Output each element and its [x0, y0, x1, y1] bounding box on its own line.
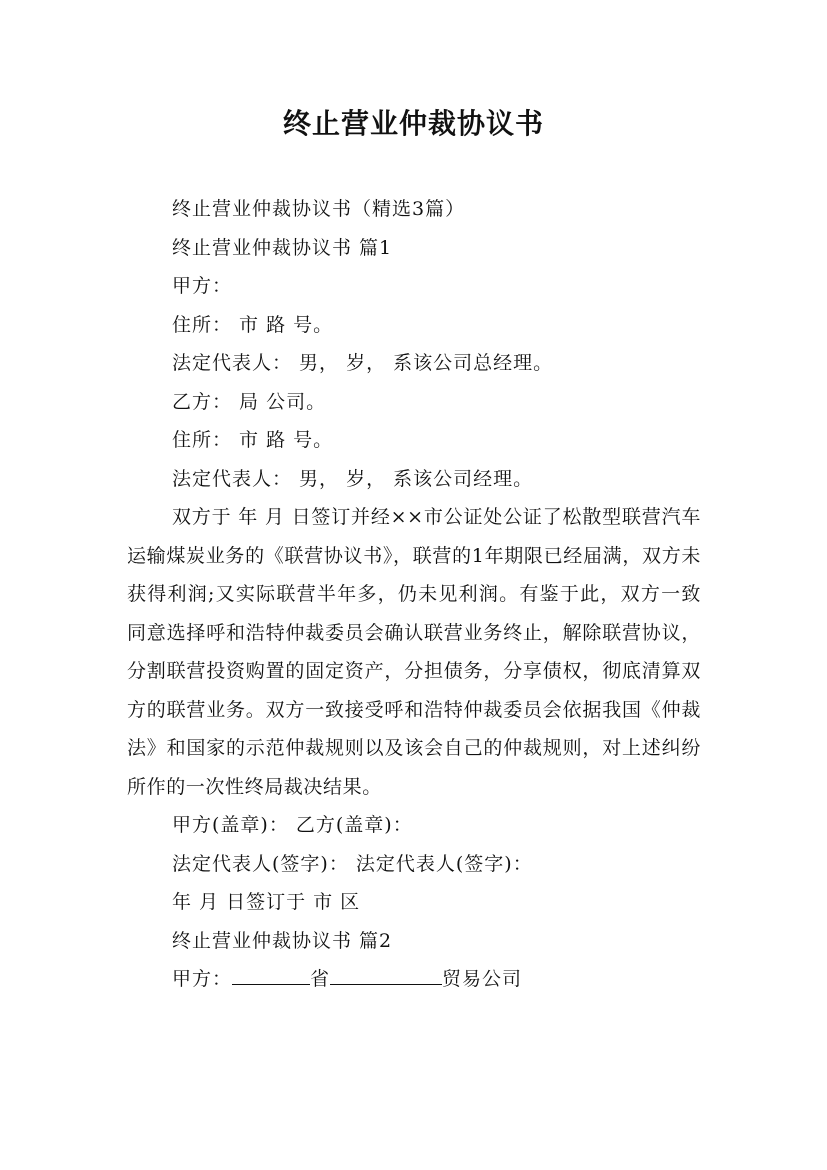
party-a-representative: 法定代表人： 男， 岁， 系该公司总经理。 — [172, 352, 554, 374]
section-heading-1: 终止营业仲裁协议书 篇1 — [172, 236, 393, 259]
party-a-label: 甲方： — [172, 275, 233, 297]
party-b-representative: 法定代表人： 男， 岁， 系该公司经理。 — [172, 467, 534, 490]
party-b-label: 乙方： 局 公司。 — [172, 390, 327, 413]
subtitle-line: 终止营业仲裁协议书（精选3篇） — [172, 198, 466, 220]
party-a-prefix: 甲方： — [172, 968, 233, 990]
seal-line: 甲方(盖章)： 乙方(盖章)： — [172, 814, 413, 836]
party-b-address: 住所： 市 路 号。 — [172, 429, 334, 451]
date-place-line: 年 月 日签订于 市 区 — [172, 891, 361, 913]
party-a-address: 住所： 市 路 号。 — [172, 313, 334, 336]
signature-line: 法定代表人(签字)： 法定代表人(签字)： — [172, 852, 533, 875]
company-blank — [330, 962, 442, 985]
company-suffix: 贸易公司 — [442, 968, 523, 990]
document-body — [127, 190, 701, 999]
party-a-line-section-2 — [127, 960, 701, 999]
agreement-paragraph: 双方于 年 月 日签订并经××市公证处公证了松散型联营汽车运输煤炭业务的《联营协议书》，联营的1年期限已经届满，双方未获得利润;又实际联营半年多，仍未见利润。有鉴于此，双方一致同意选择呼和浩特仲裁委员会确认联营业务终止，解除联营协议，分割联营投资购置的固定资产，分担债务，分享债权，彻底清算双方的联营业务。双方一致接受呼和浩特仲裁委员会依据我国《仲裁法》和国家的示范仲裁规则以及该会自己的仲裁规则，对上述纠纷所作的一次性终局裁决结果。 — [127, 506, 701, 798]
province-label: 省 — [310, 968, 331, 990]
document-title: 终止营业仲裁协议书 — [282, 107, 544, 140]
section-heading-2: 终止营业仲裁协议书 篇2 — [172, 929, 393, 952]
province-blank — [232, 962, 310, 985]
